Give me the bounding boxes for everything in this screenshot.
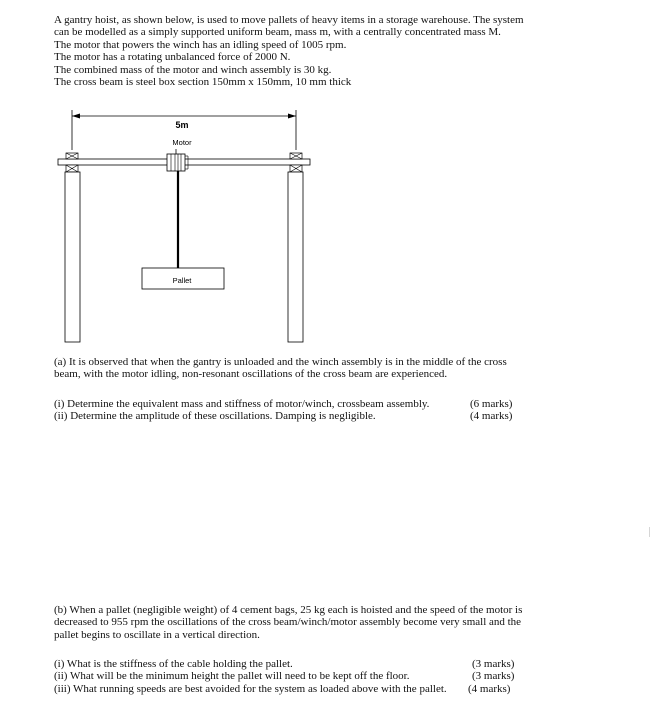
pallet-label: Pallet <box>172 276 192 285</box>
question-marks: (4 marks) <box>468 682 511 695</box>
question-row <box>54 683 534 695</box>
intro-line: The combined mass of the motor and winch assembly is 30 kg. <box>54 63 332 76</box>
question-row <box>54 410 534 422</box>
dimension-arrow-left <box>72 114 80 119</box>
motor-winch-assembly <box>167 149 188 171</box>
question-text: (ii) Determine the amplitude of these oscillations. Damping is negligible. <box>54 410 376 423</box>
intro-line: The motor has a rotating unbalanced force of 2000 N. <box>54 51 291 64</box>
part-b-line: (b) When a pallet (negligible weight) of 4 cement bags, 25 kg each is hoisted and the speed of the motor is <box>54 604 523 616</box>
question-row <box>54 670 534 682</box>
intro-line: The motor that powers the winch has an idling speed of 1005 rpm. <box>54 38 347 51</box>
question-marks: (3 marks) <box>472 658 515 670</box>
intro-line: The cross beam is steel box section 150mm x 150mm, 10 mm thick <box>54 76 352 89</box>
intro-line: A gantry hoist, as shown below, is used to move pallets of heavy items in a storage warehouse. The system <box>54 14 524 26</box>
question-text: (ii) What will be the minimum height the pallet will need to be kept off the floor. <box>54 670 410 683</box>
part-b-intro <box>54 604 554 641</box>
left-column <box>65 172 80 342</box>
problem-statement <box>54 14 594 88</box>
part-a-line: (a) It is observed that when the gantry is unloaded and the winch assembly is in the middle of the cross <box>54 356 507 368</box>
motor-label: Motor <box>172 138 192 147</box>
right-column <box>288 172 303 342</box>
question-marks: (3 marks) <box>472 670 515 683</box>
question-row <box>54 398 534 410</box>
part-b-questions <box>54 658 534 695</box>
part-a-intro <box>54 356 554 381</box>
question-text: (i) What is the stiffness of the cable holding the pallet. <box>54 658 293 670</box>
gantry-diagram <box>50 104 330 344</box>
part-a-line: beam, with the motor idling, non-resonant oscillations of the cross beam are experienced. <box>54 368 448 381</box>
dimension-arrow-right <box>288 114 296 119</box>
part-b-line: decreased to 955 rpm the oscillations of the cross beam/winch/motor assembly become very small and the <box>54 616 522 629</box>
question-marks: (4 marks) <box>470 410 513 423</box>
question-text: (iii) What running speeds are best avoided for the system as loaded above with the pallet. <box>54 682 447 695</box>
part-a-questions <box>54 398 534 423</box>
span-label: 5m <box>175 120 189 130</box>
intro-line: can be modelled as a simply supported uniform beam, mass m, with a centrally concentrated mass M. <box>54 26 501 39</box>
question-marks: (6 marks) <box>470 398 513 410</box>
question-row <box>54 658 534 670</box>
part-b-line: pallet begins to oscillate in a vertical direction. <box>54 628 260 641</box>
question-text: (i) Determine the equivalent mass and stiffness of motor/winch, crossbeam assembly. <box>54 398 430 410</box>
